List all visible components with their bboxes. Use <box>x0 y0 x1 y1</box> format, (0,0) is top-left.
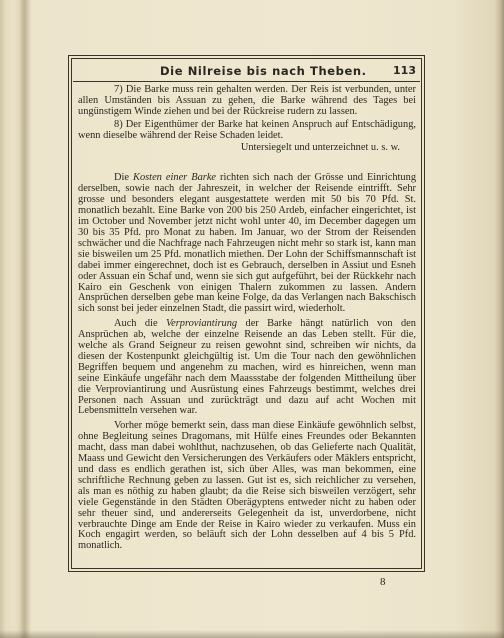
page-number: 113 <box>393 64 416 77</box>
prov-emphasis: Verproviantirung <box>165 318 238 330</box>
kosten-body: richten sich nach der Grösse und Einrichtung derselben, sowie nach der Jahreszeit, in welcher der Reisende eintrifft. Sehr grosse und besonders elegant ausgestattete werden mit 50 bis 70 Pfd. St. monatlich bezahlt. Eine Barke von 200 bis 250 Ardeb, einfacher eingerichtet, ist im October und November jetzt nicht wohl unter 40, im December dagegen um 30 bis 35 Pfd. pro Monat zu haben. Im Januar, wo der Strom der Reisenden schwächer und die Nachfrage nach Fahrzeugen nicht mehr so stark ist, kann man sie bisweilen um 25 Pfd. monatlich miethen. Der Lohn der Schiffsmannschaft ist dabei immer eingerechnet, doch ist es Gebrauch, derselben in Assiut und Esneh oder Assuan ein Schaf und, wenn sie sich gut aufgeführt, bei der Rückkehr nach Kairo ein Geschenk von einigen Thalern zukommen zu lassen. Andern Ansprüchen derselben gebe man keine Folge, da das Verlangen nach Bakschisch sich sonst bei jeder einzelnen Stadt, die passirt wird, wiederholt. <box>78 172 417 315</box>
running-title: Die Nilreise bis nach Theben. <box>160 64 367 78</box>
page-edge <box>494 0 504 638</box>
paragraph-item-7: 7) Die Barke muss rein gehalten werden. Der Reis ist verbunden, unter allen Umständen bis Assuan zu gehen, die Barke während des Tages bei ungünstigem Winde ziehen und bei der Rückreise rudern zu lassen. <box>78 84 416 117</box>
page-bottom-shadow <box>0 630 504 638</box>
paragraph-kosten <box>78 173 416 315</box>
kosten-intro: Die <box>114 172 134 184</box>
paragraph-verproviantirung <box>78 319 416 417</box>
prov-intro: Auch die <box>114 318 166 330</box>
paragraph-item-8: 8) Der Eigenthümer der Barke hat keinen Anspruch auf Entschädigung, wenn dieselbe während der Reise Schaden leidet. <box>78 118 416 141</box>
kosten-emphasis: Kosten einer Barke <box>133 172 217 184</box>
paragraph-vorher: Vorher möge bemerkt sein, dass man diese Einkäufe gewöhnlich selbst, ohne Begleitung seines Dragomans, mit Hülfe eines Freundes oder Bekannten macht, dass man dabei wohlthut, nachzusehen, ob das Gelieferte nach Qualität, Maass und Gewicht den Versicherungen des Verkäufers oder Mäklers entspricht, und dass es endlich gerathen ist, sich über Alles, was man bekommen, eine schriftliche Rechnung geben zu lassen. Gut ist es, sich reichlicher zu versehen, als man es nöthig zu haben glaubt; da die Reise sich bisweilen verzögert, sehr viele Gegenstände in den Städten Oberägyptens entweder nicht zu haben oder sehr theuer sind, und andererseits Gelegenheit da ist, unverdorbene, nicht verbrauchte Dinge am Ende der Reise in Kairo wieder zu verkaufen. Muss ein Koch engagirt werden, so beläuft sich der Lohn desselben auf 4 bis 5 Pfd. monatlich. <box>78 420 416 552</box>
running-header <box>108 60 416 82</box>
signature-mark: 8 <box>380 576 386 588</box>
page-body <box>78 85 416 552</box>
header-rule <box>73 81 420 82</box>
prov-body: der Barke hängt natürlich von den Ansprüchen ab, welche der einzelne Reisende an das Leben stellt. Für die, welche als Grand Seigneur zu reisen gewohnt sind, schreiben wir nichts, da diesen der Kostenpunkt gleichgültig ist. Um die Tour nach den gewöhnlichen Begriffen bequem und angenehm zu machen, wird es hinreichen, wenn man seine Einkäufe ungefähr nach dem Maassstabe der folgenden Mittheilung über die Verproviantirung und Ausrüstung eines Fahrzeugs bestimmt, welches drei Personen nach Assuan und zurückträgt und dazu auf acht Wochen mit Lebensmitteln versehen war. <box>78 318 416 417</box>
gutter-shadow <box>18 0 32 638</box>
signature-line: Untersiegelt und unterzeichnet u. s. w. <box>240 141 400 153</box>
